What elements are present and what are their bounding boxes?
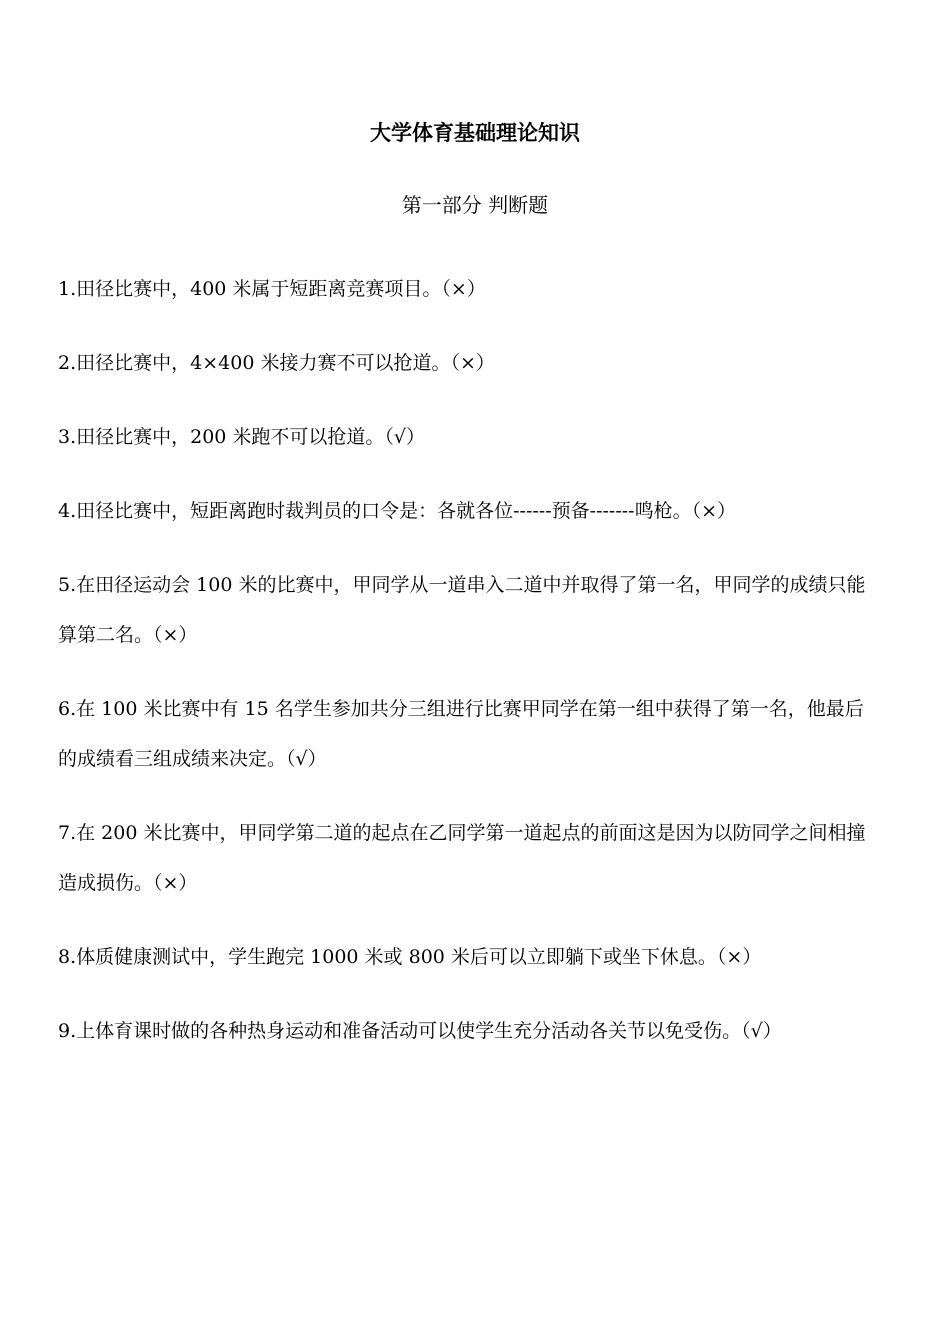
question-item: 4.田径比赛中，短距离跑时裁判员的口令是：各就各位------预备-------鸣枪。（×） xyxy=(58,500,737,522)
question-item: 7.在 200 米比赛中，甲同学第二道的起点在乙同学第一道起点的前面这是因为以防同学之间相撞造成损伤。（×） xyxy=(58,822,866,894)
question-list xyxy=(58,264,880,1080)
section-heading: 第一部分 判断题 xyxy=(401,193,549,217)
question-item: 9.上体育课时做的各种热身运动和准备活动可以使学生充分活动各关节以免受伤。（√） xyxy=(58,1020,782,1042)
question-item: 6.在 100 米比赛中有 15 名学生参加共分三组进行比赛甲同学在第一组中获得了第一名，他最后的成绩看三组成绩来决定。（√） xyxy=(58,698,864,770)
question-item: 8.体质健康测试中，学生跑完 1000 米或 800 米后可以立即躺下或坐下休息。（×） xyxy=(58,946,762,968)
question-item: 5.在田径运动会 100 米的比赛中，甲同学从一道串入二道中并取得了第一名，甲同学的成绩只能算第二名。（×） xyxy=(58,574,866,646)
question-item: 1.田径比赛中，400 米属于短距离竞赛项目。（×） xyxy=(58,278,486,300)
question-item: 2.田径比赛中，4×400 米接力赛不可以抢道。（×） xyxy=(58,352,495,374)
document-title: 大学体育基础理论知识 xyxy=(370,121,580,145)
question-item: 3.田径比赛中，200 米跑不可以抢道。（√） xyxy=(58,426,426,448)
